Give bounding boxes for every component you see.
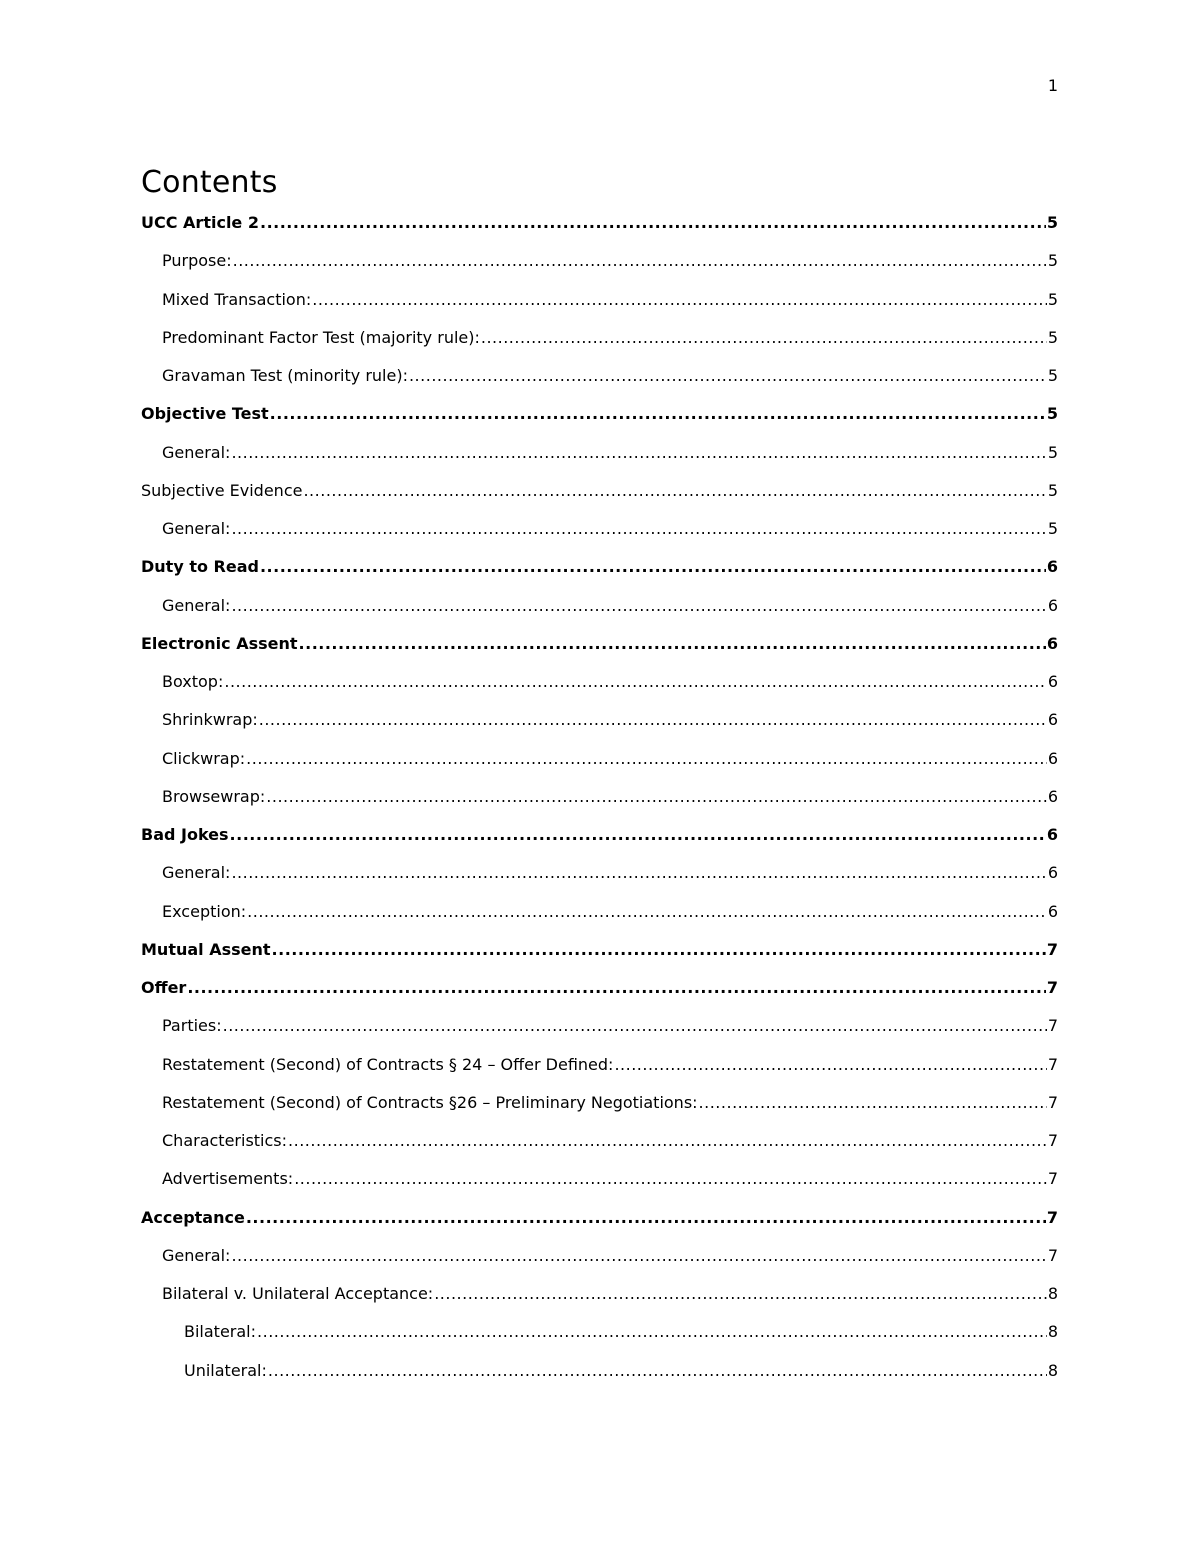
toc-dot-leader xyxy=(434,1275,1047,1313)
toc-entry[interactable] xyxy=(141,931,1058,969)
toc-entry[interactable] xyxy=(141,357,1058,395)
toc-entry-page-number: 7 xyxy=(1047,1016,1058,1036)
toc-entry[interactable] xyxy=(141,1352,1058,1390)
toc-entry-label: Purpose: xyxy=(162,251,232,271)
toc-dot-leader xyxy=(288,1122,1047,1160)
toc-entry-page-number: 8 xyxy=(1047,1284,1058,1303)
toc-dot-leader xyxy=(614,1046,1046,1084)
toc-entry-page-number: 7 xyxy=(1047,1245,1058,1265)
toc-entry-label: Shrinkwrap: xyxy=(162,710,258,730)
toc-entry-page-number: 5 xyxy=(1046,213,1058,232)
toc-entry-label: General: xyxy=(162,442,231,462)
toc-dot-leader xyxy=(231,510,1046,548)
toc-entry[interactable] xyxy=(141,740,1058,778)
toc-entry-page-number: 6 xyxy=(1047,901,1058,921)
toc-entry[interactable] xyxy=(141,319,1058,357)
toc-entry-page-number: 6 xyxy=(1046,557,1058,577)
toc-entry-page-number: 6 xyxy=(1047,595,1058,615)
toc-entry[interactable] xyxy=(141,472,1058,510)
toc-entry[interactable] xyxy=(141,1084,1058,1122)
toc-entry[interactable] xyxy=(141,969,1058,1007)
toc-entry[interactable] xyxy=(141,701,1058,739)
toc-entry[interactable] xyxy=(141,816,1058,854)
toc-entry[interactable] xyxy=(141,1046,1058,1084)
toc-entry-label: Gravaman Test (minority rule): xyxy=(162,366,408,385)
toc-dot-leader xyxy=(230,816,1046,854)
toc-dot-leader xyxy=(246,1199,1046,1237)
toc-entry-label: Restatement (Second) of Contracts § 24 – Offer Defined: xyxy=(162,1054,614,1074)
toc-dot-leader xyxy=(231,434,1046,472)
toc-entry-label: Characteristics: xyxy=(162,1131,288,1150)
toc-entry-label: Advertisements: xyxy=(162,1169,294,1189)
toc-entry-page-number: 5 xyxy=(1046,404,1058,424)
toc-entry-page-number: 5 xyxy=(1047,480,1058,500)
toc-dot-leader xyxy=(259,701,1047,739)
toc-entry-label: Restatement (Second) of Contracts §26 – Preliminary Negotiations: xyxy=(162,1092,698,1112)
toc-entry-label: Offer xyxy=(141,978,187,997)
toc-dot-leader xyxy=(233,242,1047,280)
toc-entry-page-number: 5 xyxy=(1047,289,1058,309)
toc-entry-page-number: 6 xyxy=(1046,825,1058,844)
toc-entry-page-number: 8 xyxy=(1047,1360,1058,1380)
toc-dot-leader xyxy=(231,854,1046,892)
toc-entry[interactable] xyxy=(141,1199,1058,1237)
toc-entry-page-number: 6 xyxy=(1047,748,1058,768)
toc-entry-label: Mixed Transaction: xyxy=(162,289,312,309)
toc-entry[interactable] xyxy=(141,242,1058,280)
toc-entry-page-number: 5 xyxy=(1047,519,1058,538)
toc-entry-page-number: 6 xyxy=(1046,633,1058,653)
toc-dot-leader xyxy=(312,281,1047,319)
toc-entry[interactable] xyxy=(141,1007,1058,1045)
toc-entry-page-number: 6 xyxy=(1047,863,1058,883)
toc-entry-label: UCC Article 2 xyxy=(141,213,259,232)
toc-entry-page-number: 7 xyxy=(1046,978,1058,997)
toc-entry-label: Unilateral: xyxy=(184,1360,267,1380)
toc-entry-page-number: 7 xyxy=(1047,1092,1058,1112)
toc-dot-leader xyxy=(294,1160,1047,1198)
toc-dot-leader xyxy=(231,1237,1046,1275)
toc-dot-leader xyxy=(268,1352,1047,1390)
toc-entry-label: Predominant Factor Test (majority rule): xyxy=(162,327,480,347)
toc-entry-page-number: 5 xyxy=(1047,366,1058,385)
toc-entry-page-number: 5 xyxy=(1047,442,1058,462)
toc-entry[interactable] xyxy=(141,395,1058,433)
toc-entry-label: General: xyxy=(162,1245,231,1265)
toc-entry-label: Parties: xyxy=(162,1016,222,1036)
toc-entry[interactable] xyxy=(141,587,1058,625)
toc-dot-leader xyxy=(699,1084,1047,1122)
toc-dot-leader xyxy=(260,548,1046,586)
toc-entry[interactable] xyxy=(141,625,1058,663)
toc-entry[interactable] xyxy=(141,1237,1058,1275)
toc-dot-leader xyxy=(247,893,1047,931)
toc-list xyxy=(141,204,1058,1390)
toc-dot-leader xyxy=(187,969,1046,1007)
toc-dot-leader xyxy=(246,740,1047,778)
toc-entry-page-number: 7 xyxy=(1047,1169,1058,1189)
toc-entry-label: Duty to Read xyxy=(141,557,259,577)
page-number: 1 xyxy=(1047,76,1058,95)
toc-entry-page-number: 6 xyxy=(1047,710,1058,730)
toc-entry[interactable] xyxy=(141,204,1058,242)
toc-entry-label: Acceptance xyxy=(141,1207,245,1227)
toc-dot-leader xyxy=(270,395,1046,433)
toc-entry-label: Mutual Assent xyxy=(141,939,271,959)
toc-entry-page-number: 7 xyxy=(1047,1054,1058,1074)
toc-entry[interactable] xyxy=(141,1313,1058,1351)
toc-entry-page-number: 8 xyxy=(1047,1322,1058,1342)
toc-dot-leader xyxy=(272,931,1046,969)
toc-entry-label: Bilateral: xyxy=(184,1322,257,1342)
toc-entry[interactable] xyxy=(141,778,1058,816)
toc-entry[interactable] xyxy=(141,434,1058,472)
toc-entry-label: Subjective Evidence xyxy=(141,480,303,500)
toc-entry[interactable] xyxy=(141,510,1058,548)
toc-dot-leader xyxy=(409,357,1047,395)
toc-entry-label: Electronic Assent xyxy=(141,633,298,653)
toc-entry-page-number: 5 xyxy=(1047,327,1058,347)
toc-dot-leader xyxy=(481,319,1047,357)
toc-entry[interactable] xyxy=(141,854,1058,892)
toc-entry[interactable] xyxy=(141,1122,1058,1160)
toc-title: Contents xyxy=(141,165,278,200)
toc-entry-label: Exception: xyxy=(162,901,247,921)
toc-entry-page-number: 5 xyxy=(1047,251,1058,271)
toc-entry[interactable] xyxy=(141,893,1058,931)
toc-entry-label: Objective Test xyxy=(141,404,269,424)
toc-entry[interactable] xyxy=(141,281,1058,319)
toc-entry-label: General: xyxy=(162,519,231,538)
toc-entry-label: Bad Jokes xyxy=(141,825,229,844)
toc-entry-page-number: 6 xyxy=(1047,672,1058,691)
toc-dot-leader xyxy=(257,1313,1047,1351)
toc-entry-page-number: 7 xyxy=(1046,1207,1058,1227)
toc-dot-leader xyxy=(266,778,1047,816)
toc-entry[interactable] xyxy=(141,548,1058,586)
toc-dot-leader xyxy=(223,1007,1047,1045)
toc-dot-leader xyxy=(224,663,1046,701)
toc-entry-page-number: 7 xyxy=(1047,1131,1058,1150)
toc-entry-label: Bilateral v. Unilateral Acceptance: xyxy=(162,1284,434,1303)
toc-dot-leader xyxy=(299,625,1046,663)
toc-entry[interactable] xyxy=(141,1275,1058,1313)
toc-entry-label: General: xyxy=(162,595,231,615)
toc-dot-leader xyxy=(260,204,1046,242)
toc-entry-page-number: 6 xyxy=(1047,786,1058,806)
toc-entry-label: Browsewrap: xyxy=(162,786,266,806)
toc-entry[interactable] xyxy=(141,1160,1058,1198)
toc-entry[interactable] xyxy=(141,663,1058,701)
toc-entry-page-number: 7 xyxy=(1046,939,1058,959)
toc-entry-label: Clickwrap: xyxy=(162,748,246,768)
toc-entry-label: Boxtop: xyxy=(162,672,224,691)
toc-dot-leader xyxy=(231,587,1046,625)
toc-dot-leader xyxy=(303,472,1046,510)
toc-entry-label: General: xyxy=(162,863,231,883)
table-of-contents xyxy=(141,162,1058,1390)
